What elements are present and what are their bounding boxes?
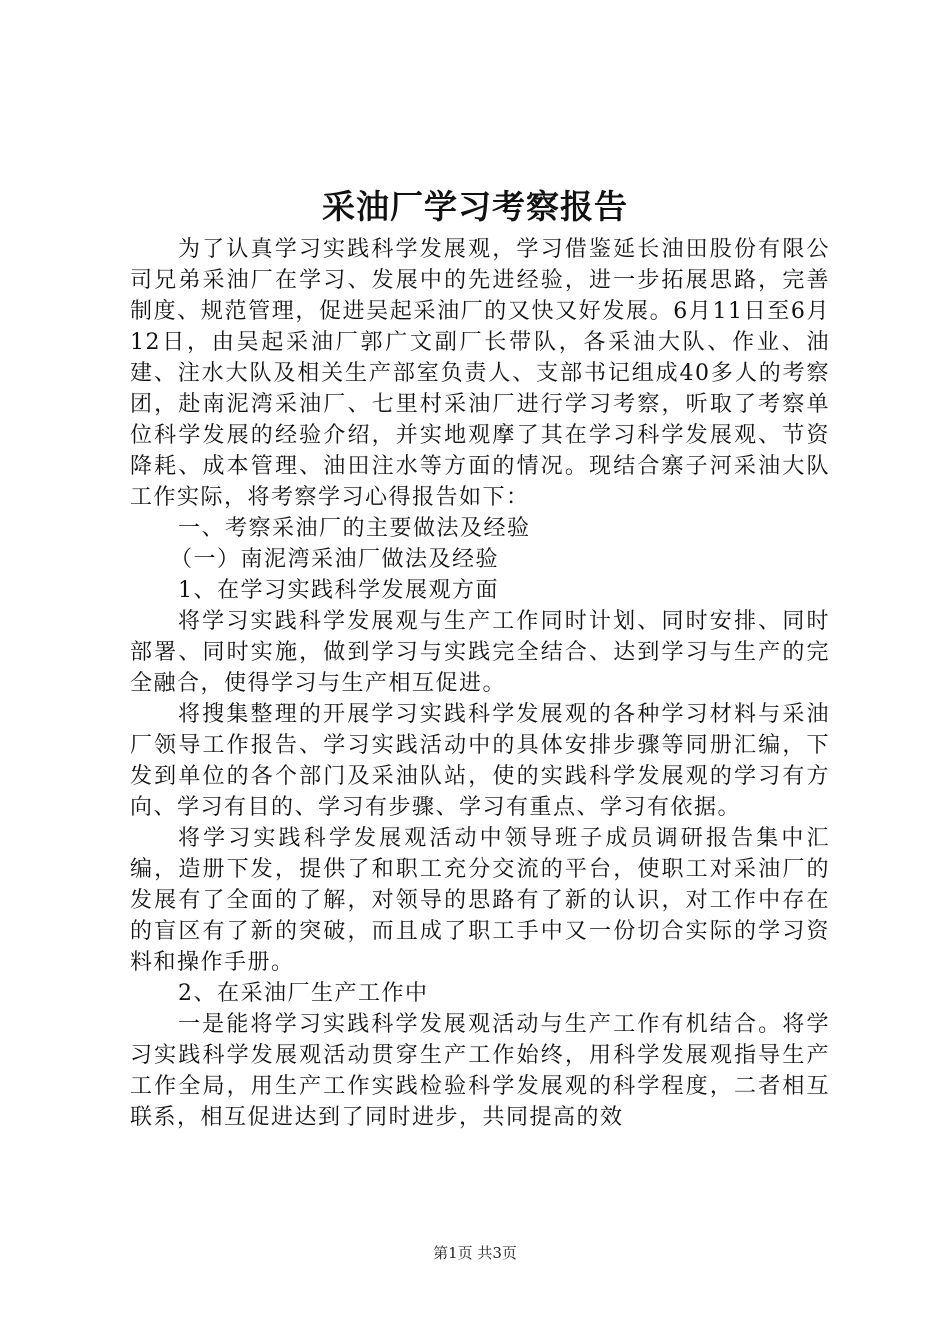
item-heading-1: 1、在学习实践科学发展观方面 [178,578,499,603]
paragraph: 将学习实践科学发展观与生产工作同时计划、同时安排、同时部署、同时实施，做到学习与实践完全结合、达到学习与生产的完全融合，使得学习与生产相互促进。 [130,609,830,696]
paragraph: 一是能将学习实践科学发展观活动与生产工作有机结合。将学习实践科学发展观活动贯穿生产工作始终，用科学发展观指导生产工作全局，用生产工作实践检验科学发展观的科学程度，二者相互联系，相互促进达到了同时进步，共同提高的效 [130,1012,830,1130]
paragraph-intro: 为了认真学习实践科学发展观，学习借鉴延长油田股份有限公司兄弟采油厂在学习、发展中的先进经验，进一步拓展思路，完善制度、规范管理，促进吴起采油厂的又快又好发展。6月11日至6月12日，由吴起采油厂郭广文副厂长带队，各采油大队、作业、油建、注水大队及相关生产部室负责人、支部书记组成40多人的考察团，赴南泥湾采油厂、七里村采油厂进行学习考察，听取了考察单位科学发展的经验介绍，并实地观摩了其在学习科学发展观、节资降耗、成本管理、油田注水等方面的情况。现结合寨子河采油大队工作实际，将考察学习心得报告如下： [130,237,830,510]
document-title: 采油厂学习考察报告 [322,187,628,226]
section-heading-1: 一、考察采油厂的主要做法及经验 [178,516,531,541]
document-body [130,234,830,1133]
page-number-footer: 第1页 共3页 [433,1244,517,1262]
subsection-heading-1: （一）南泥湾采油厂做法及经验 [170,547,500,572]
paragraph: 将学习实践科学发展观活动中领导班子成员调研报告集中汇编，造册下发，提供了和职工充分交流的平台，使职工对采油厂的发展有了全面的了解，对领导的思路有了新的认识，对工作中存在的盲区有了新的突破，而且成了职工手中又一份切合实际的学习资料和操作手册。 [130,826,830,975]
paragraph: 将搜集整理的开展学习实践科学发展观的各种学习材料与采油厂领导工作报告、学习实践活动中的具体安排步骤等同册汇编，下发到单位的各个部门及采油队站，使的实践科学发展观的学习有方向、学习有目的、学习有步骤、学习有重点、学习有依据。 [130,702,830,820]
item-heading-2: 2、在采油厂生产工作中 [178,981,429,1006]
